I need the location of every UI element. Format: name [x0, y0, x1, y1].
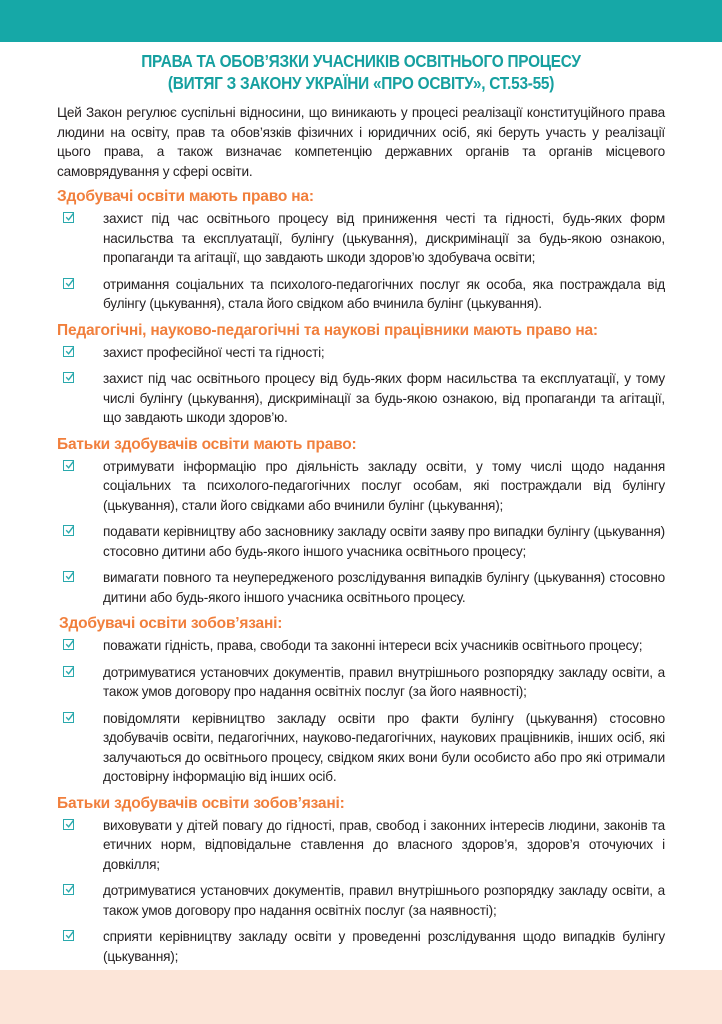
checkbox-checked-icon: [63, 278, 74, 289]
checkbox-checked-icon: [63, 346, 74, 357]
list-item-text: отримання соціальних та психолого-педагогічних послуг як особа, яка постраждала від булінгу (цькування), стала його свідком або вчинила булінг (цькування).: [103, 276, 665, 311]
teachers-rights-list: [0, 343, 722, 428]
list-item: [0, 568, 722, 607]
title-line-2: (ВИТЯГ З ЗАКОНУ УКРАЇНИ «ПРО ОСВІТУ», СТ.53-55): [167, 73, 555, 93]
list-item-text: захист під час освітнього процесу від будь-яких форм насильства та експлуатації, у тому числі булінгу (цькування), дискримінації за будь-якою ознакою, від пропаганди та агітації, що завдають шкоди здоров’ю.: [103, 371, 665, 425]
section-heading-parents-duties: Батьки здобувачів освіти зобов’язані:: [57, 794, 345, 812]
list-item-text: дотримуватися установчих документів, правил внутрішнього розпорядку закладу освіти, а також умов договору про надання освітніх послуг (за наявності);: [103, 883, 665, 918]
intro-paragraph: Цей Закон регулює суспільні відносини, що виникають у процесі реалізації конституційного права людини на освіту, прав та обов’язків фізичних і юридичних осіб, які беруть участь у реалізації цього права, а також визначає компетенцію державних органів та органів місцевого самоврядування у сфері освіти.: [57, 105, 665, 179]
list-item: [0, 663, 722, 702]
list-item: [0, 709, 722, 787]
list-item-text: виховувати у дітей повагу до гідності, прав, свобод і законних інтересів людини, законів та етичних норм, відповідальне ставлення до власного здоров’я, здоров’я оточуючих і довкілля;: [103, 817, 665, 872]
list-item: [0, 209, 722, 268]
list-item: [0, 881, 722, 920]
checkbox-checked-icon: [63, 460, 74, 471]
checkbox-checked-icon: [63, 666, 74, 677]
students-duties-list: [0, 636, 722, 787]
section-heading-teachers-rights: Педагогічні, науково-педагогічні та наукові працівники мають право на:: [57, 321, 598, 339]
section-heading-students-rights: Здобувачі освіти мають право на:: [57, 188, 314, 205]
list-item-text: дотримуватися установчих документів, правил внутрішнього розпорядку закладу освіти, а також умов договору про надання освітніх послуг (за його наявності);: [103, 664, 665, 699]
checkbox-checked-icon: [63, 930, 74, 941]
list-item: [0, 636, 722, 656]
list-item-text: сприяти керівництву закладу освіти у проведенні розслідування щодо випадків булінгу (цькування);: [103, 929, 665, 964]
top-banner: [0, 0, 722, 42]
list-item-text: вимагати повного та неупередженого розслідування випадків булінгу (цькування) стосовно дитини або будь-якого іншого учасника освітнього процесу.: [103, 570, 665, 605]
list-item-text: захист професійної честі та гідності;: [103, 344, 325, 360]
list-item-text: повідомляти керівництво закладу освіти про факти булінгу (цькування) стосовно здобувачів освіти, педагогічних, науково-педагогічних, наукових працівників, інших осіб, які залучаються до освітнього процесу, свідком яких вони були особисто або про які отримали достовірну інформацію від інших осіб.: [103, 710, 665, 784]
document-body: [0, 50, 722, 1019]
checkbox-checked-icon: [63, 819, 74, 830]
list-item: [0, 457, 722, 516]
list-item: [0, 816, 722, 875]
list-item: [0, 369, 722, 428]
footer-band: [0, 970, 722, 1024]
list-item-text: поважати гідність, права, свободи та законні інтереси всіх учасників освітнього процесу;: [103, 638, 643, 653]
list-item: [0, 343, 722, 363]
checkbox-checked-icon: [63, 884, 74, 895]
checkbox-checked-icon: [63, 212, 74, 223]
checkbox-checked-icon: [63, 571, 74, 582]
list-item-text: захист під час освітнього процесу від приниження честі та гідності, будь-яких форм насильства та експлуатації, булінгу (цькування), дискримінації за будь-якою ознакою, пропаганди та агітації, що завдають шкоди здоров’ю здобувача освіти;: [103, 211, 665, 265]
section-heading-students-duties: Здобувачі освіти зобов’язані:: [59, 615, 283, 632]
page-title: [43, 50, 678, 94]
section-heading-parents-rights: Батьки здобувачів освіти мають право:: [57, 435, 357, 453]
checkbox-checked-icon: [63, 712, 74, 723]
checkbox-checked-icon: [63, 372, 74, 383]
parents-rights-list: [0, 457, 722, 608]
list-item-text: подавати керівництву або засновнику закладу освіти заяву про випадки булінгу (цькування) стосовно дитини або будь-якого іншого учасника освітнього процесу;: [103, 524, 665, 559]
students-rights-list: [0, 209, 722, 314]
list-item-text: отримувати інформацію про діяльність закладу освіти, у тому числі щодо надання соціальних та психолого-педагогічних послуг особам, які постраждали від булінгу (цькування), стали його свідками або вчинили булінг (цькування);: [103, 458, 665, 513]
list-item: [0, 522, 722, 561]
list-item: [0, 927, 722, 966]
checkbox-checked-icon: [63, 639, 74, 650]
checkbox-checked-icon: [63, 525, 74, 536]
list-item: [0, 275, 722, 314]
title-line-1: ПРАВА ТА ОБОВ’ЯЗКИ УЧАСНИКІВ ОСВІТНЬОГО ПРОЦЕСУ: [141, 51, 581, 71]
